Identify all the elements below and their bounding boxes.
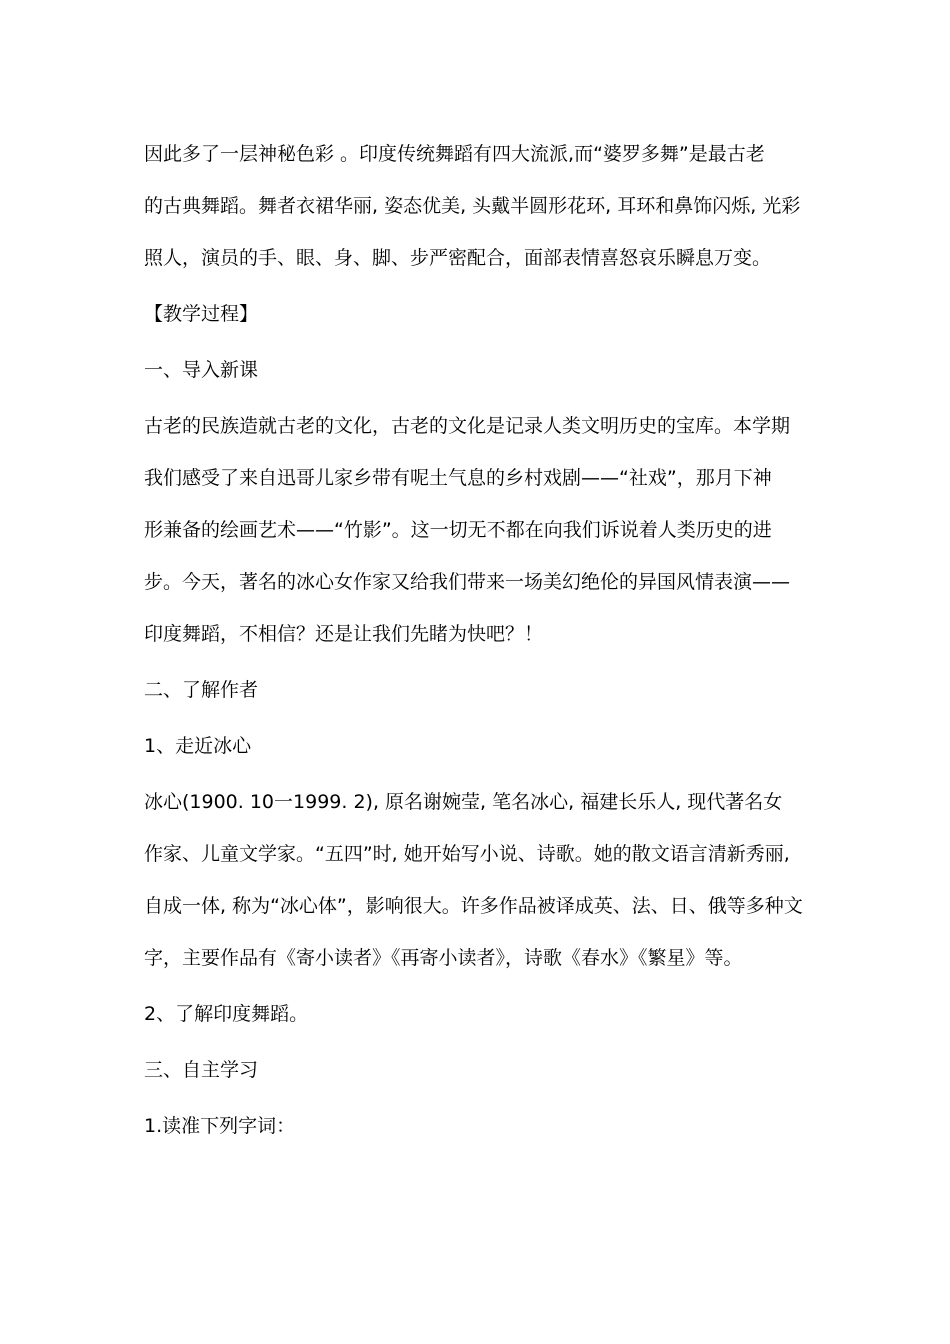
heading-sub-3	[144, 1100, 804, 1152]
text-line: 作家、儿童文学家。“五四”时, 她开始写小说、诗歌。她的散文语言清新秀丽,	[144, 843, 790, 865]
text-line: 三、自主学习	[144, 1059, 259, 1081]
text-line: 因此多了一层神秘色彩 。印度传统舞蹈有四大流派,而“婆罗多舞”是最古老	[144, 143, 765, 165]
text-line: 字，主要作品有《寄小读者》《再寄小读者》，诗歌《春水》《繁星》等。	[144, 947, 743, 969]
heading-sub-1	[144, 720, 804, 772]
text-line: 步。今天，著名的冰心女作家又给我们带来一场美幻绝伦的异国风情表演——	[144, 571, 791, 593]
text-line: 我们感受了来自迅哥儿家乡带有呢土气息的乡村戏剧——“社戏”，那月下神	[144, 467, 772, 489]
text-line: 2、了解印度舞蹈。	[144, 1003, 309, 1025]
paragraph-lead-in	[144, 400, 804, 660]
document-page	[144, 128, 804, 1156]
paragraph-intro	[144, 128, 804, 284]
text-line: 形兼备的绘画艺术——“竹影”。这一切无不都在向我们诉说着人类历史的进	[144, 519, 772, 541]
text-line: 的古典舞蹈。舞者衣裙华丽, 姿态优美, 头戴半圆形花环, 耳环和鼻饰闪烁, 光彩	[144, 195, 801, 217]
text-line: 【教学过程】	[144, 303, 259, 325]
heading-section-1	[144, 344, 804, 396]
text-line: 1.读准下列字词：	[144, 1115, 296, 1137]
text-line: 二、了解作者	[144, 679, 259, 701]
text-line: 自成一体, 称为“冰心体”，影响很大。许多作品被译成英、法、日、俄等多种文	[144, 895, 803, 917]
heading-sub-2	[144, 988, 804, 1040]
paragraph-bio	[144, 776, 804, 984]
text-line: 一、导入新课	[144, 359, 259, 381]
text-line: 1、走近冰心	[144, 735, 252, 757]
text-line: 照人，演员的手、眼、身、脚、步严密配合，面部表情喜怒哀乐瞬息万变。	[144, 247, 772, 269]
text-line: 古老的民族造就古老的文化，古老的文化是记录人类文明历史的宝库。本学期	[144, 415, 791, 437]
heading-section-3	[144, 1044, 804, 1096]
text-line: 冰心(1900. 10一1999. 2), 原名谢婉莹, 笔名冰心, 福建长乐人, 现代著名女	[144, 791, 783, 813]
text-line: 印度舞蹈，不相信？还是让我们先睹为快吧？！	[144, 623, 544, 645]
heading-section-2	[144, 664, 804, 716]
heading-teaching-process	[144, 288, 804, 340]
